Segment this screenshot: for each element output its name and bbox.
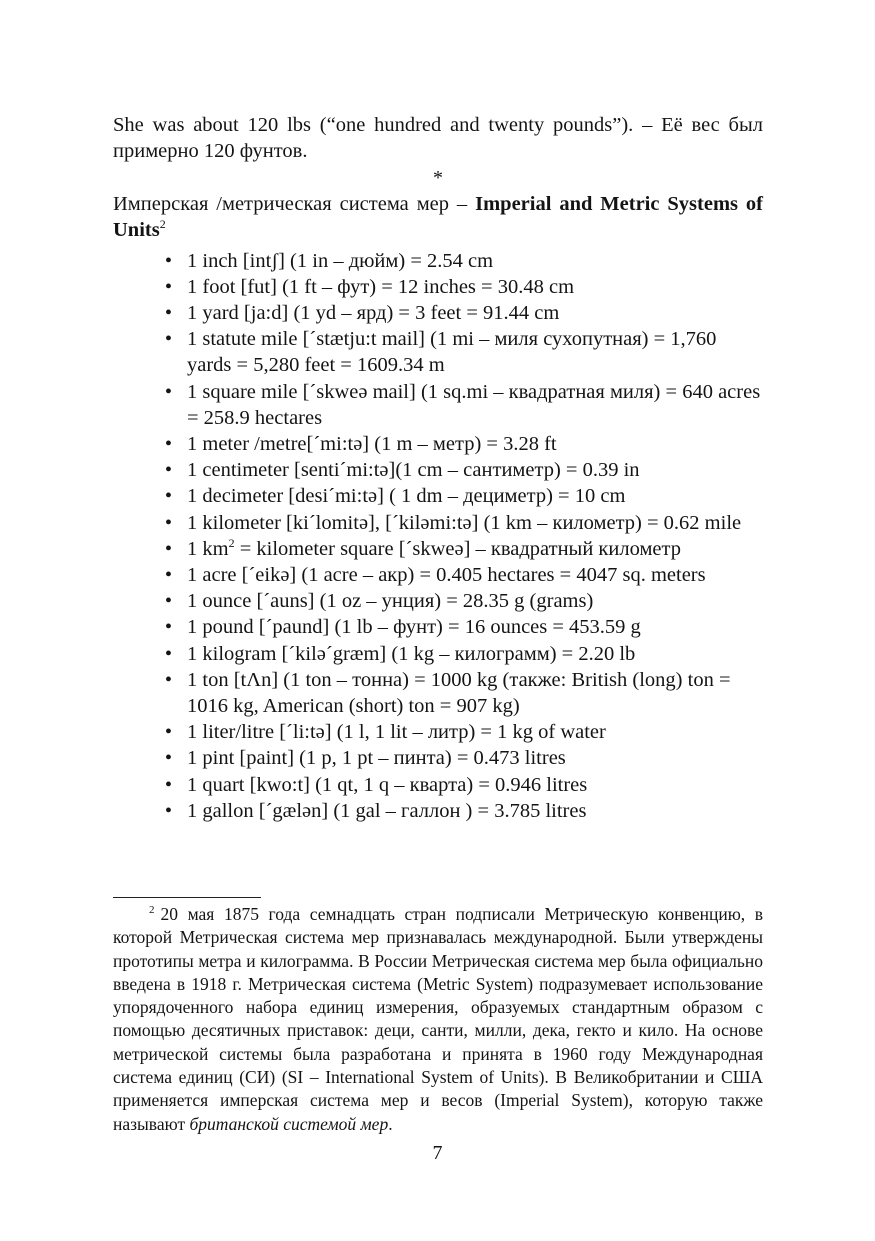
list-item: • 1 pint [paint] (1 p, 1 pt – пинта) = 0.473 litres (113, 745, 763, 771)
footnote-divider (113, 897, 261, 898)
bullet-icon: • (164, 249, 173, 272)
bullet-icon: • (164, 485, 173, 508)
bullet-icon: • (164, 642, 173, 665)
list-item: • 1 gallon [´gælən] (1 gal – галлон ) = 3.785 litres (113, 798, 763, 824)
footnote-reference: 2 (159, 217, 166, 232)
list-item: • 1 acre [´eikə] (1 acre – акр) = 0.405 hectares = 4047 sq. meters (113, 562, 763, 588)
list-item: • 1 inch [intʃ] (1 in – дюйм) = 2.54 cm (113, 248, 763, 274)
bullet-icon: • (164, 590, 173, 613)
bullet-icon: • (164, 380, 173, 403)
list-item: • 1 kilometer [ki´lomitə], [´kiləmi:tə] (1 km – километр) = 0.62 mile (113, 510, 763, 536)
list-item: • 1 kilogram [´kilə´græm] (1 kg – килограмм) = 2.20 lb (113, 641, 763, 667)
list-item: • 1 quart [kwo:t] (1 qt, 1 q – кварта) = 0.946 litres (113, 772, 763, 798)
volume-list (113, 719, 763, 824)
bullet-icon: • (164, 433, 173, 456)
length-metric-list (113, 431, 763, 588)
footnote-text: 20 мая 1875 года семнадцать стран подписали Метрическую конвенцию, в которой Метрическая система мер признавалась международной. Были утверждены прототипы метра и килограмма. В России Метрическая система мер была официально введена в 1918 г. Метрическая система (Metric System) подразумевает использование упорядоченного набора единиц измерения, образуемых стандартным образом с помощью десятичных приставок: деци, санти, милли, дека, гекто и кило. На основе метрической системы была разработана и принята в 1960 году Международная система единиц (СИ) (SI – International System of Units). В Великобритании и США применяется имперская система мер и весов (Imperial System), которую также называют (113, 904, 763, 1134)
list-item: • 1 square mile [´skweə mail] (1 sq.mi – квадратная миля) = 640 acres = 258.9 hectares (113, 379, 763, 431)
footnote-italic: британской системой мер (189, 1113, 389, 1134)
intro-paragraph: She was about 120 lbs (“one hundred and twenty pounds”). – Её вес был примерно 120 фунтов. (113, 114, 763, 163)
section-separator: * (433, 166, 443, 189)
bullet-icon: • (164, 799, 173, 822)
footnote-mark: 2 (149, 904, 155, 917)
length-imperial-list (113, 248, 763, 431)
units-heading-bold: Imperial and Metric Systems of Units (113, 192, 763, 242)
bullet-icon: • (164, 537, 173, 560)
bullet-icon: • (164, 721, 173, 744)
weight-list (113, 588, 763, 719)
bullet-icon: • (164, 564, 173, 587)
footnote-end: . (388, 1113, 393, 1134)
units-heading-prefix: Имперская /метрическая система мер – (113, 192, 476, 215)
list-item: • 1 foot [fut] (1 ft – фут) = 12 inches = 30.48 cm (113, 274, 763, 300)
bullet-icon: • (164, 302, 173, 325)
bullet-icon: • (164, 747, 173, 770)
list-item: • 1 yard [ja:d] (1 yd – ярд) = 3 feet = 91.44 cm (113, 300, 763, 326)
page-content (113, 112, 763, 824)
units-heading (113, 191, 763, 244)
footnote (113, 903, 763, 1136)
bullet-icon: • (164, 616, 173, 639)
bullet-icon: • (164, 668, 173, 691)
list-item: • 1 statute mile [´stætju:t mail] (1 mi – миля сухопутная) = 1,760 yards = 5,280 feet = 1609.34 m (113, 326, 763, 378)
bullet-icon: • (164, 328, 173, 351)
list-item: • 1 ton [tΛn] (1 ton – тонна) = 1000 kg (также: British (long) ton = 1016 kg, American (short) ton = 907 kg) (113, 667, 763, 719)
bullet-icon: • (164, 773, 173, 796)
list-item: • 1 decimeter [desi´mi:tə] ( 1 dm – дециметр) = 10 cm (113, 483, 763, 509)
list-item: • 1 liter/litre [´li:tə] (1 l, 1 lit – литр) = 1 kg of water (113, 719, 763, 745)
list-item: • 1 $km^2$ = kilometer square [´skweə] – квадратный километр (113, 536, 763, 562)
list-item: • 1 centimeter [senti´mi:tə](1 cm – сантиметр) = 0.39 in (113, 457, 763, 483)
page-number: 7 (432, 1142, 443, 1164)
bullet-icon: • (164, 511, 173, 534)
bullet-icon: • (164, 459, 173, 482)
list-item: • 1 meter /metre[´mi:tə] (1 m – метр) = 3.28 ft (113, 431, 763, 457)
list-item: • 1 ounce [´auns] (1 oz – унция) = 28.35 g (grams) (113, 588, 763, 614)
bullet-icon: • (164, 275, 173, 298)
list-item: • 1 pound [´paund] (1 lb – фунт) = 16 ounces = 453.59 g (113, 614, 763, 640)
